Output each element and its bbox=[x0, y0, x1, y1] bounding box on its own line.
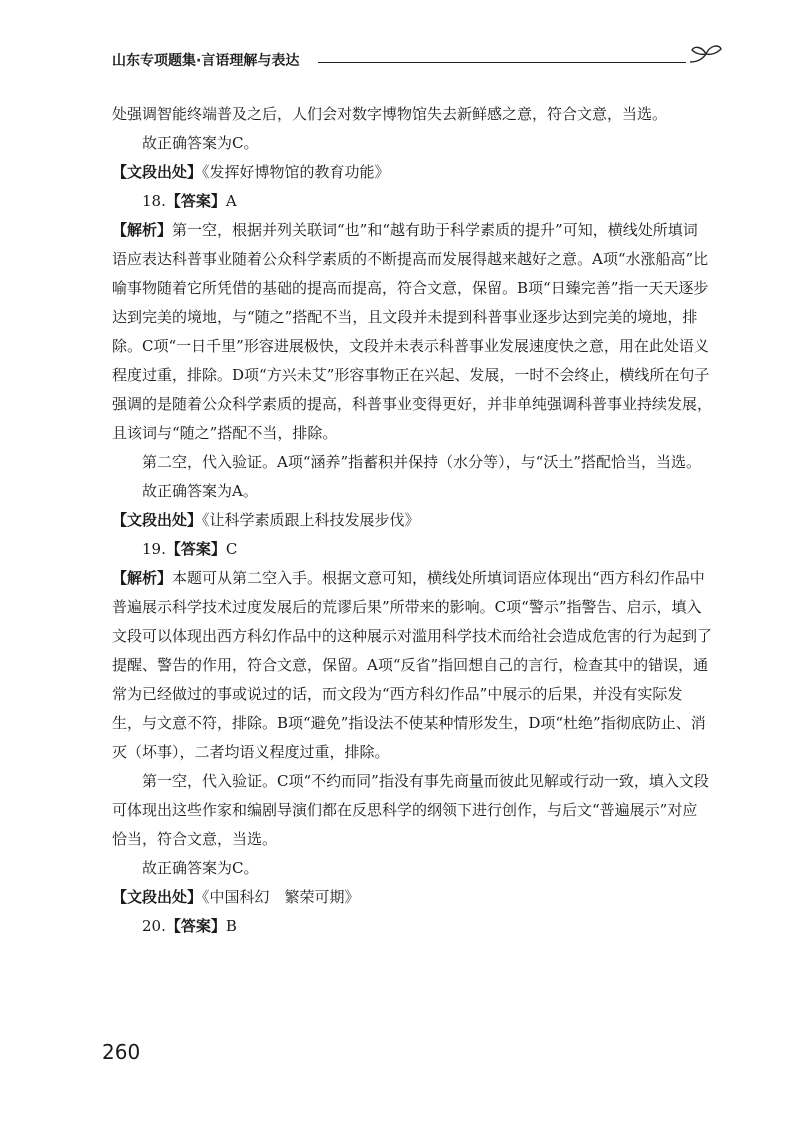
answer-19-conclusion: 故正确答案为C。 bbox=[142, 859, 259, 877]
answer-tag: 【答案】 bbox=[165, 917, 226, 935]
question-number: 18. bbox=[142, 192, 166, 210]
source-title: 《让科学素质跟上科技发展步伐》 bbox=[202, 511, 420, 529]
question-number: 20. bbox=[142, 917, 166, 935]
header-title: 山东专项题集·言语理解与表达 bbox=[112, 53, 300, 69]
answer-18-conclusion: 故正确答案为A。 bbox=[142, 482, 258, 500]
answer-value: B bbox=[225, 917, 237, 935]
source-title: 《中国科幻 繁荣可期》 bbox=[202, 888, 360, 906]
header-rule bbox=[318, 62, 686, 63]
analysis-18 bbox=[112, 216, 712, 448]
analysis-text: 本题可从第二空入手。根据文意可知，横线处所填词语应体现出“西方科幻作品中普遍展示科学技术过度发展后的荒谬后果”所带来的影响。C项“警示”指警告、启示，填入文段可以体现出西方科幻作品中的这种展示对滥用科学技术而给社会造成危害的行为起到了提醒、警告的作用，符合文意，保留。A项“反省”指回想自己的言行，检查其中的错误，通常为已经做过的事或说过的话，而文段为“西方科幻作品”中展示的后果，并没有实际发生，与文意不符，排除。B项“避免”指设法不使某种情形发生，D项“杜绝”指彻底防止、消灭（坏事），二者均语义程度过重，排除。 bbox=[112, 569, 713, 761]
question-19-answer bbox=[112, 535, 712, 564]
answer-17-conclusion: 故正确答案为C。 bbox=[142, 134, 259, 152]
analysis-19 bbox=[112, 564, 712, 767]
source-tag: 【文段出处】 bbox=[112, 511, 203, 529]
question-number: 19. bbox=[142, 540, 166, 558]
source-17 bbox=[112, 158, 712, 187]
analysis-tag: 【解析】 bbox=[112, 221, 173, 239]
analysis-tag: 【解析】 bbox=[112, 569, 173, 587]
analysis-text: 第一空，根据并列关联词“也”和“越有助于科学素质的提升”可知，横线处所填词语应表达科普事业随着公众科学素质的不断提高而发展得越来越好之意。A项“水涨船高”比喻事物随着它所凭借的基础的提高而提高，符合文意，保留。B项“日臻完善”指一天天逐步达到完美的境地，与“随之”搭配不当，且文段并未提到科普事业逐步达到完美的境地，排除。C项“一日千里”形容进展极快，文段并未表示科普事业发展速度快之意，用在此处语义程度过重，排除。D项“方兴未艾”形容事物正在兴起、发展，一时不会终止，横线所在句子强调的是随着公众科学素质的提高，科普事业变得更好，并非单纯强调科普事业持续发展，且该词与“随之”搭配不当，排除。 bbox=[112, 221, 713, 442]
answer-tag: 【答案】 bbox=[165, 192, 226, 210]
source-19 bbox=[112, 883, 712, 912]
question-20-answer bbox=[112, 912, 712, 941]
analysis-18-second-blank: 第二空，代入验证。A项“涵养”指蓄积并保持（水分等），与“沃土”搭配恰当，当选。 bbox=[142, 453, 702, 471]
sprout-leaf-icon bbox=[686, 42, 726, 70]
page-header bbox=[112, 42, 722, 72]
page-number: 260 bbox=[102, 1040, 141, 1064]
analysis-19-first-blank: 第一空，代入验证。C项“不约而同”指没有事先商量而彼此见解或行动一致，填入文段可体现出这些作家和编剧导演们都在反思科学的纲领下进行创作，与后文“普遍展示”对应恰当，符合文意，当选。 bbox=[112, 772, 709, 848]
source-title: 《发挥好博物馆的教育功能》 bbox=[202, 163, 390, 181]
answer-value: C bbox=[225, 540, 238, 558]
page-content bbox=[112, 100, 712, 941]
question-18-answer bbox=[112, 187, 712, 216]
source-18 bbox=[112, 506, 712, 535]
answer-tag: 【答案】 bbox=[165, 540, 226, 558]
source-tag: 【文段出处】 bbox=[112, 163, 203, 181]
source-tag: 【文段出处】 bbox=[112, 888, 203, 906]
paragraph-continuation: 处强调智能终端普及之后，人们会对数字博物馆失去新鲜感之意，符合文意，当选。 bbox=[112, 105, 668, 123]
answer-value: A bbox=[225, 192, 237, 210]
